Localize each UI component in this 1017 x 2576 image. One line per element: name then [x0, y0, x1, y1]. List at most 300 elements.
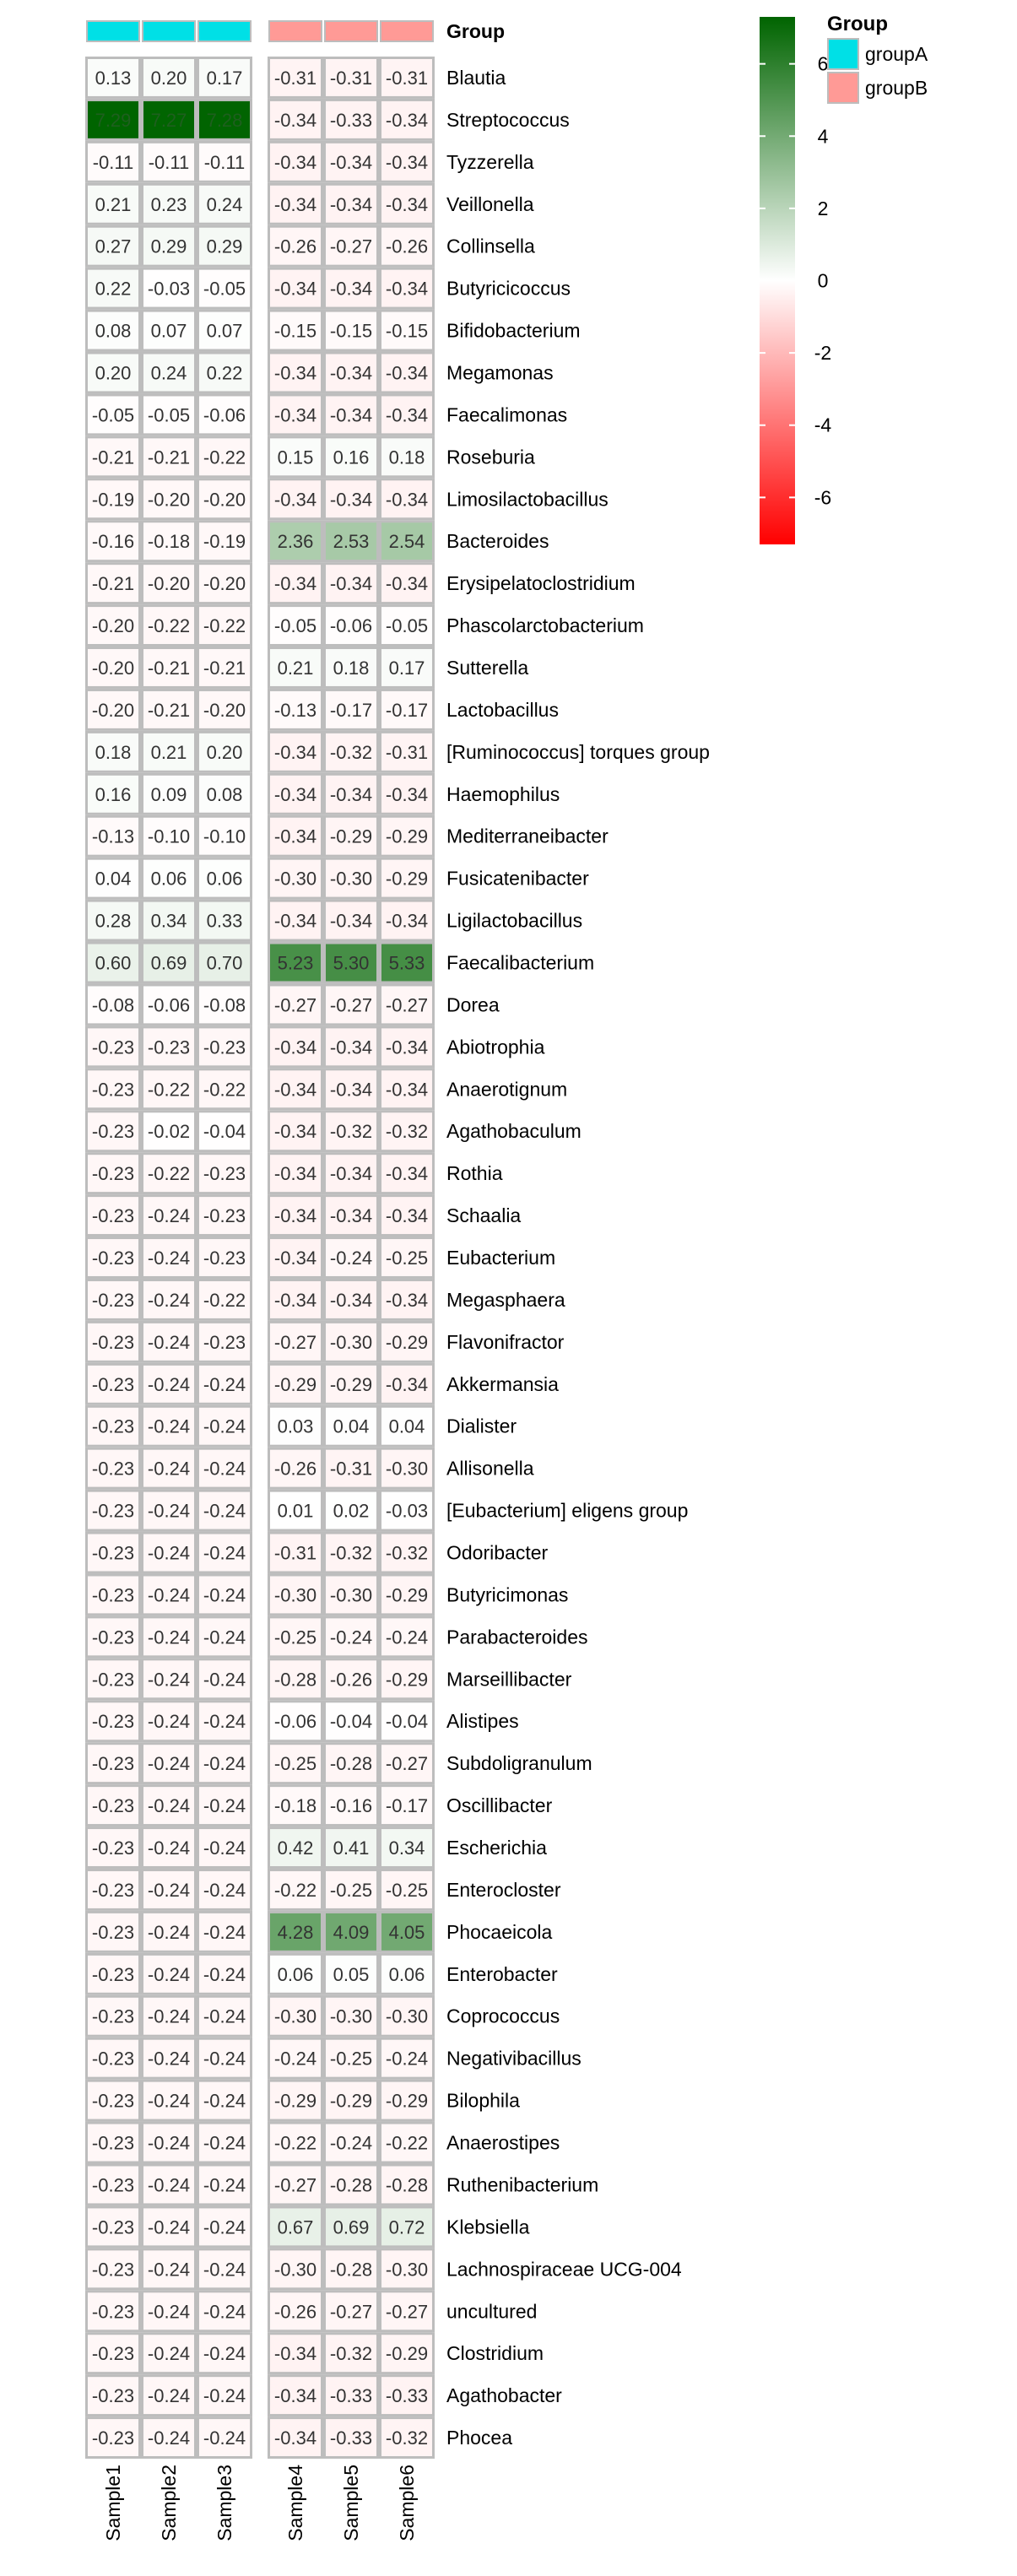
cell-value-label: -0.29 — [273, 1373, 317, 1395]
cell-value-label: -0.31 — [385, 741, 429, 763]
cell-value-label: 0.41 — [333, 1837, 370, 1859]
cell-value-label: -0.23 — [91, 1331, 135, 1353]
cell-value-label: -0.24 — [147, 2090, 191, 2112]
cell-value-label: -0.34 — [273, 489, 317, 511]
cell-value-label: 0.15 — [277, 446, 314, 468]
cell-value-label: -0.24 — [203, 2216, 246, 2238]
row-label: Phascolarctobacterium — [446, 614, 644, 637]
cell-value-label: -0.34 — [273, 910, 317, 932]
cell-value-label: -0.23 — [91, 1711, 135, 1733]
row-label: Lachnospiraceae UCG-004 — [446, 2258, 682, 2281]
cell-value-label: -0.23 — [91, 1500, 135, 1522]
group-annotation-cell — [87, 21, 139, 41]
cell-value-label: -0.11 — [92, 151, 134, 173]
cell-value-label: -0.32 — [329, 741, 373, 763]
cell-value-label: 0.04 — [333, 1415, 370, 1437]
row-label: Fusicatenibacter — [446, 867, 589, 890]
cell-value-label: -0.26 — [273, 2301, 317, 2323]
cell-value-label: 0.60 — [95, 952, 132, 974]
row-label: Bilophila — [446, 2089, 520, 2112]
cell-value-label: -0.20 — [147, 489, 191, 511]
cell-value-label: -0.19 — [203, 531, 246, 553]
cell-value-label: -0.29 — [385, 1331, 429, 1353]
cell-value-label: -0.30 — [273, 868, 317, 890]
cell-value-label: -0.11 — [148, 151, 190, 173]
cell-value-label: -0.34 — [385, 1163, 429, 1185]
cell-value-label: -0.22 — [203, 1289, 246, 1311]
cell-value-label: 0.27 — [95, 235, 132, 257]
cell-value-label: -0.34 — [329, 1163, 373, 1185]
row-label: [Ruminococcus] torques group — [446, 740, 710, 763]
cell-value-label: -0.05 — [147, 404, 191, 426]
cell-value-label: -0.24 — [329, 1626, 373, 1648]
cell-value-label: -0.27 — [385, 994, 429, 1016]
cell-value-label: -0.24 — [147, 2259, 191, 2281]
cell-value-label: 0.17 — [206, 67, 243, 89]
row-label: uncultured — [446, 2300, 538, 2323]
row-label: Butyricicoccus — [446, 277, 571, 300]
cell-value-label: 0.20 — [95, 362, 132, 384]
cell-value-label: -0.23 — [147, 1036, 191, 1058]
cell-value-label: 0.21 — [95, 193, 132, 215]
cell-value-label: -0.25 — [385, 1247, 429, 1269]
cell-value-label: -0.34 — [329, 1289, 373, 1311]
cell-value-label: -0.34 — [385, 573, 429, 595]
row-label: Phocaeicola — [446, 1920, 553, 1943]
cell-value-label: -0.27 — [273, 1331, 317, 1353]
row-label: Bacteroides — [446, 530, 549, 553]
cell-value-label: -0.34 — [273, 1121, 317, 1143]
cell-value-label: -0.34 — [329, 362, 373, 384]
cell-value-label: -0.21 — [91, 573, 135, 595]
cell-value-label: -0.30 — [385, 2005, 429, 2027]
cell-value-label: -0.24 — [147, 1669, 191, 1691]
cell-value-label: -0.31 — [385, 67, 429, 89]
cell-value-label: -0.30 — [329, 1331, 373, 1353]
cell-value-label: -0.34 — [385, 1079, 429, 1101]
cell-value-label: 0.04 — [95, 868, 132, 890]
cell-value-label: -0.24 — [147, 1795, 191, 1817]
cell-value-label: -0.13 — [273, 699, 317, 721]
cell-value-label: -0.24 — [203, 1373, 246, 1395]
cell-value-label: -0.24 — [147, 2301, 191, 2323]
cell-value-label: -0.23 — [91, 2174, 135, 2196]
row-label: Marseillibacter — [446, 1668, 572, 1691]
cell-value-label: 0.29 — [150, 235, 187, 257]
cell-value-label: 0.42 — [277, 1837, 314, 1859]
cell-value-label: -0.13 — [91, 825, 135, 847]
cell-value-label: -0.10 — [147, 825, 191, 847]
cell-value-label: -0.24 — [147, 1753, 191, 1775]
cell-value-label: -0.34 — [385, 1289, 429, 1311]
cell-value-label: -0.23 — [91, 1753, 135, 1775]
cell-value-label: -0.23 — [91, 2132, 135, 2154]
cell-value-label: -0.18 — [147, 531, 191, 553]
cell-value-label: -0.24 — [273, 2048, 317, 2070]
cell-value-label: -0.22 — [203, 1079, 246, 1101]
row-label: Veillonella — [446, 192, 534, 215]
cell-value-label: -0.24 — [203, 1415, 246, 1437]
cell-value-label: -0.24 — [147, 1500, 191, 1522]
cell-value-label: -0.34 — [273, 151, 317, 173]
cell-value-label: -0.23 — [91, 1584, 135, 1606]
row-label: Anaerostipes — [446, 2131, 560, 2154]
cell-value-label: -0.24 — [147, 1879, 191, 1901]
group-legend-label: groupA — [865, 43, 928, 65]
cell-value-label: -0.21 — [203, 657, 246, 679]
cell-value-label: -0.24 — [385, 1626, 429, 1648]
cell-value-label: -0.17 — [385, 699, 429, 721]
cell-value-label: -0.23 — [203, 1036, 246, 1058]
row-label: Tyzzerella — [446, 150, 534, 173]
cell-value-label: -0.23 — [91, 1373, 135, 1395]
cell-value-label: -0.24 — [147, 1584, 191, 1606]
cell-value-label: -0.25 — [329, 2048, 373, 2070]
cell-value-label: -0.15 — [385, 320, 429, 342]
row-label: Oscillibacter — [446, 1794, 553, 1817]
row-label: Alistipes — [446, 1710, 519, 1733]
cell-value-label: -0.22 — [203, 446, 246, 468]
cell-value-label: -0.27 — [329, 235, 373, 257]
row-label: Escherichia — [446, 1837, 547, 1859]
cell-value-label: -0.34 — [273, 2385, 317, 2407]
cell-value-label: -0.24 — [147, 1331, 191, 1353]
cell-value-label: -0.23 — [203, 1163, 246, 1185]
cell-value-label: 0.22 — [95, 278, 132, 300]
cell-value-label: -0.26 — [329, 1669, 373, 1691]
cell-value-label: -0.08 — [91, 994, 135, 1016]
cell-value-label: -0.29 — [385, 1584, 429, 1606]
cell-value-label: -0.23 — [91, 1669, 135, 1691]
cell-value-label: 0.04 — [388, 1415, 425, 1437]
cell-value-label: -0.11 — [203, 151, 246, 173]
cell-value-label: -0.24 — [203, 2132, 246, 2154]
cell-value-label: 0.01 — [277, 1500, 314, 1522]
cell-value-label: -0.23 — [91, 2385, 135, 2407]
cell-value-label: -0.24 — [203, 2259, 246, 2281]
cell-value-label: -0.34 — [273, 1247, 317, 1269]
cell-value-label: -0.23 — [91, 1247, 135, 1269]
cell-value-label: 0.23 — [150, 193, 187, 215]
cell-value-label: -0.24 — [147, 2343, 191, 2365]
row-label: Subdoligranulum — [446, 1752, 592, 1775]
row-label: Roseburia — [446, 446, 535, 468]
row-label: Faecalibacterium — [446, 951, 595, 974]
cell-value-label: -0.28 — [329, 1753, 373, 1775]
cell-value-label: -0.02 — [147, 1121, 191, 1143]
cell-value-label: 0.08 — [95, 320, 132, 342]
cell-value-label: 0.06 — [206, 868, 243, 890]
cell-value-label: -0.30 — [385, 2259, 429, 2281]
cell-value-label: -0.19 — [91, 489, 135, 511]
group-legend-label: groupB — [865, 77, 928, 99]
row-label: Bifidobacterium — [446, 319, 581, 342]
cell-value-label: -0.24 — [147, 1963, 191, 1985]
cell-value-label: -0.27 — [385, 2301, 429, 2323]
row-label: Streptococcus — [446, 108, 570, 131]
cell-value-label: -0.22 — [147, 1163, 191, 1185]
cell-value-label: 0.18 — [333, 657, 370, 679]
cell-value-label: -0.34 — [329, 404, 373, 426]
cell-value-label: -0.23 — [91, 1415, 135, 1437]
cell-value-label: 0.06 — [277, 1963, 314, 1985]
cell-value-label: -0.16 — [91, 531, 135, 553]
cell-value-label: 0.24 — [150, 362, 187, 384]
cell-value-label: -0.32 — [385, 2427, 429, 2449]
cell-value-label: -0.05 — [385, 615, 429, 637]
row-label: Ruthenibacterium — [446, 2173, 599, 2196]
cell-value-label: 0.07 — [206, 320, 243, 342]
cell-value-label: 0.02 — [333, 1500, 370, 1522]
row-label: [Eubacterium] eligens group — [446, 1499, 689, 1522]
cell-value-label: -0.22 — [273, 2132, 317, 2154]
cell-value-label: -0.33 — [385, 2385, 429, 2407]
cell-value-label: -0.34 — [273, 2343, 317, 2365]
row-label: Flavonifractor — [446, 1330, 565, 1353]
row-label: Schaalia — [446, 1204, 522, 1227]
cell-value-label: -0.17 — [329, 699, 373, 721]
cell-value-label: -0.30 — [329, 1584, 373, 1606]
cell-value-label: -0.34 — [385, 404, 429, 426]
row-label: Enterocloster — [446, 1878, 561, 1901]
cell-value-label: -0.24 — [203, 1500, 246, 1522]
cell-value-label: -0.24 — [203, 1458, 246, 1480]
cell-value-label: -0.34 — [273, 2427, 317, 2449]
color-scale-tick-label: 4 — [817, 125, 829, 148]
cell-value-label: 7.28 — [206, 109, 243, 131]
cell-value-label: 5.23 — [277, 952, 314, 974]
cell-value-label: -0.24 — [203, 2301, 246, 2323]
column-label: Sample4 — [284, 2465, 306, 2541]
row-label: Klebsiella — [446, 2216, 530, 2238]
cell-value-label: -0.24 — [203, 2005, 246, 2027]
cell-value-label: -0.17 — [385, 1795, 429, 1817]
cell-value-label: -0.15 — [273, 320, 317, 342]
row-label: Dorea — [446, 993, 500, 1016]
cell-value-label: -0.23 — [91, 1837, 135, 1859]
color-scale-tick-label: 6 — [817, 52, 829, 75]
cell-value-label: 0.21 — [277, 657, 314, 679]
group-legend-swatch — [828, 73, 858, 103]
cell-value-label: -0.28 — [273, 1669, 317, 1691]
cell-value-label: -0.24 — [147, 1247, 191, 1269]
cell-value-label: -0.05 — [91, 404, 135, 426]
cell-value-label: -0.33 — [329, 2427, 373, 2449]
cell-value-label: 0.09 — [150, 783, 187, 805]
cell-value-label: -0.21 — [147, 699, 191, 721]
cell-value-label: -0.30 — [329, 868, 373, 890]
cell-value-label: -0.24 — [203, 1626, 246, 1648]
cell-value-label: -0.24 — [147, 2174, 191, 2196]
cell-value-label: -0.34 — [385, 910, 429, 932]
color-scale-tick-label: 2 — [817, 197, 829, 219]
column-label: Sample2 — [158, 2465, 180, 2541]
row-label: Agathobacter — [446, 2384, 562, 2407]
cell-value-label: -0.24 — [203, 2427, 246, 2449]
cell-value-label: -0.30 — [273, 2005, 317, 2027]
cell-value-label: -0.24 — [203, 1921, 246, 1943]
cell-value-label: -0.24 — [147, 1373, 191, 1395]
cell-value-label: 7.29 — [95, 109, 132, 131]
cell-value-label: -0.26 — [385, 235, 429, 257]
cell-value-label: -0.24 — [147, 1921, 191, 1943]
cell-value-label: -0.23 — [203, 1331, 246, 1353]
cell-value-label: -0.23 — [91, 2216, 135, 2238]
cell-value-label: -0.34 — [385, 362, 429, 384]
color-scale-tick-label: -4 — [814, 414, 832, 436]
cell-value-label: -0.27 — [273, 994, 317, 1016]
row-label: Akkermansia — [446, 1372, 559, 1395]
cell-value-label: -0.32 — [329, 1542, 373, 1564]
cell-value-label: 0.08 — [206, 783, 243, 805]
cell-value-label: -0.23 — [91, 1963, 135, 1985]
row-label: Dialister — [446, 1415, 517, 1437]
cell-value-label: -0.34 — [273, 573, 317, 595]
cell-value-label: -0.15 — [329, 320, 373, 342]
cell-value-label: -0.10 — [203, 825, 246, 847]
cell-value-label: -0.34 — [273, 783, 317, 805]
cell-value-label: -0.23 — [91, 2427, 135, 2449]
cell-value-label: -0.33 — [329, 2385, 373, 2407]
cell-value-label: -0.34 — [329, 278, 373, 300]
cell-value-label: -0.34 — [385, 489, 429, 511]
cell-value-label: -0.24 — [203, 1669, 246, 1691]
cell-value-label: -0.34 — [273, 193, 317, 215]
cell-value-label: 0.16 — [333, 446, 370, 468]
cell-value-label: -0.24 — [203, 1963, 246, 1985]
cell-value-label: -0.34 — [329, 573, 373, 595]
cell-value-label: -0.23 — [91, 2301, 135, 2323]
cell-value-label: -0.23 — [91, 1626, 135, 1648]
cell-value-label: -0.23 — [91, 1542, 135, 1564]
column-label: Sample6 — [396, 2465, 418, 2541]
cell-value-label: -0.23 — [91, 1289, 135, 1311]
row-label: Mediterraneibacter — [446, 825, 609, 847]
row-label: Megamonas — [446, 361, 554, 384]
cell-value-label: -0.31 — [329, 67, 373, 89]
row-label: Parabacteroides — [446, 1626, 588, 1648]
cell-value-label: 0.22 — [206, 362, 243, 384]
cell-value-label: -0.23 — [91, 1795, 135, 1817]
cell-value-label: -0.29 — [385, 2090, 429, 2112]
row-label: Anaerotignum — [446, 1078, 568, 1101]
group-legend-swatch — [828, 39, 858, 69]
cell-value-label: -0.30 — [273, 2259, 317, 2281]
cell-value-label: -0.21 — [147, 657, 191, 679]
cell-value-label: -0.24 — [329, 2132, 373, 2154]
cell-value-label: -0.31 — [273, 67, 317, 89]
row-label: Megasphaera — [446, 1288, 565, 1311]
group-annotation-cell — [198, 21, 251, 41]
row-label: Blautia — [446, 66, 506, 89]
cell-value-label: -0.23 — [91, 2005, 135, 2027]
cell-value-label: -0.24 — [203, 1837, 246, 1859]
cell-value-label: -0.27 — [273, 2174, 317, 2196]
cell-value-label: -0.29 — [385, 868, 429, 890]
group-annotation-cell — [269, 21, 322, 41]
cell-value-label: -0.25 — [273, 1753, 317, 1775]
row-label: Rothia — [446, 1162, 503, 1185]
row-label: Phocea — [446, 2427, 513, 2449]
row-label: Collinsella — [446, 235, 535, 257]
cell-value-label: -0.20 — [203, 489, 246, 511]
cell-value-label: -0.34 — [329, 193, 373, 215]
cell-value-label: -0.23 — [91, 1036, 135, 1058]
cell-value-label: -0.31 — [273, 1542, 317, 1564]
cell-value-label: -0.24 — [147, 1626, 191, 1648]
cell-value-label: -0.34 — [273, 1079, 317, 1101]
cell-value-label: -0.34 — [385, 1205, 429, 1227]
cell-value-label: -0.31 — [329, 1458, 373, 1480]
cell-value-label: -0.24 — [147, 1458, 191, 1480]
cell-value-label: -0.05 — [203, 278, 246, 300]
cell-value-label: -0.22 — [385, 2132, 429, 2154]
cell-value-label: 4.09 — [333, 1921, 370, 1943]
cell-value-label: -0.20 — [91, 699, 135, 721]
row-label: Lactobacillus — [446, 698, 559, 721]
cell-value-label: -0.28 — [329, 2259, 373, 2281]
cell-value-label: -0.22 — [203, 615, 246, 637]
cell-value-label: -0.24 — [203, 2090, 246, 2112]
cell-value-label: -0.32 — [329, 1121, 373, 1143]
column-label: Sample5 — [340, 2465, 362, 2541]
row-label: Eubacterium — [446, 1247, 556, 1269]
row-label: Faecalimonas — [446, 403, 568, 426]
cell-value-label: -0.34 — [329, 1205, 373, 1227]
cell-value-label: -0.20 — [203, 699, 246, 721]
cell-value-label: 7.27 — [150, 109, 187, 131]
group-annotation-cell — [381, 21, 433, 41]
cell-value-label: 0.21 — [150, 741, 187, 763]
cell-value-label: 0.28 — [95, 910, 132, 932]
group-annotation-cell — [325, 21, 377, 41]
cell-value-label: -0.29 — [385, 825, 429, 847]
cell-value-label: -0.24 — [203, 1795, 246, 1817]
cell-value-label: -0.28 — [329, 2174, 373, 2196]
cell-value-label: 5.30 — [333, 952, 370, 974]
cell-value-label: -0.06 — [329, 615, 373, 637]
cell-value-label: -0.24 — [203, 2385, 246, 2407]
cell-value-label: -0.24 — [147, 2048, 191, 2070]
cell-value-label: -0.21 — [147, 446, 191, 468]
cell-value-label: -0.24 — [147, 2132, 191, 2154]
cell-value-label: -0.29 — [273, 2090, 317, 2112]
cell-value-label: -0.23 — [91, 1121, 135, 1143]
row-label: Ligilactobacillus — [446, 909, 583, 932]
cell-value-label: -0.34 — [273, 1036, 317, 1058]
cell-value-label: -0.28 — [385, 2174, 429, 2196]
cell-value-label: -0.24 — [203, 1584, 246, 1606]
cell-value-label: -0.25 — [385, 1879, 429, 1901]
cell-value-label: -0.34 — [385, 278, 429, 300]
cell-value-label: -0.34 — [273, 825, 317, 847]
cell-value-label: -0.29 — [385, 1669, 429, 1691]
cell-value-label: -0.23 — [91, 2048, 135, 2070]
cell-value-label: 0.20 — [150, 67, 187, 89]
cell-value-label: -0.32 — [385, 1542, 429, 1564]
cell-value-label: -0.32 — [385, 1121, 429, 1143]
cell-value-label: -0.34 — [385, 783, 429, 805]
cell-value-label: 2.53 — [333, 531, 370, 553]
cell-value-label: 0.05 — [333, 1963, 370, 1985]
cell-value-label: -0.24 — [203, 1753, 246, 1775]
cell-value-label: 0.67 — [277, 2216, 314, 2238]
cell-value-label: -0.34 — [385, 193, 429, 215]
cell-value-label: 0.33 — [206, 910, 243, 932]
cell-value-label: -0.05 — [273, 615, 317, 637]
cell-value-label: -0.34 — [385, 1036, 429, 1058]
cell-value-label: 0.07 — [150, 320, 187, 342]
